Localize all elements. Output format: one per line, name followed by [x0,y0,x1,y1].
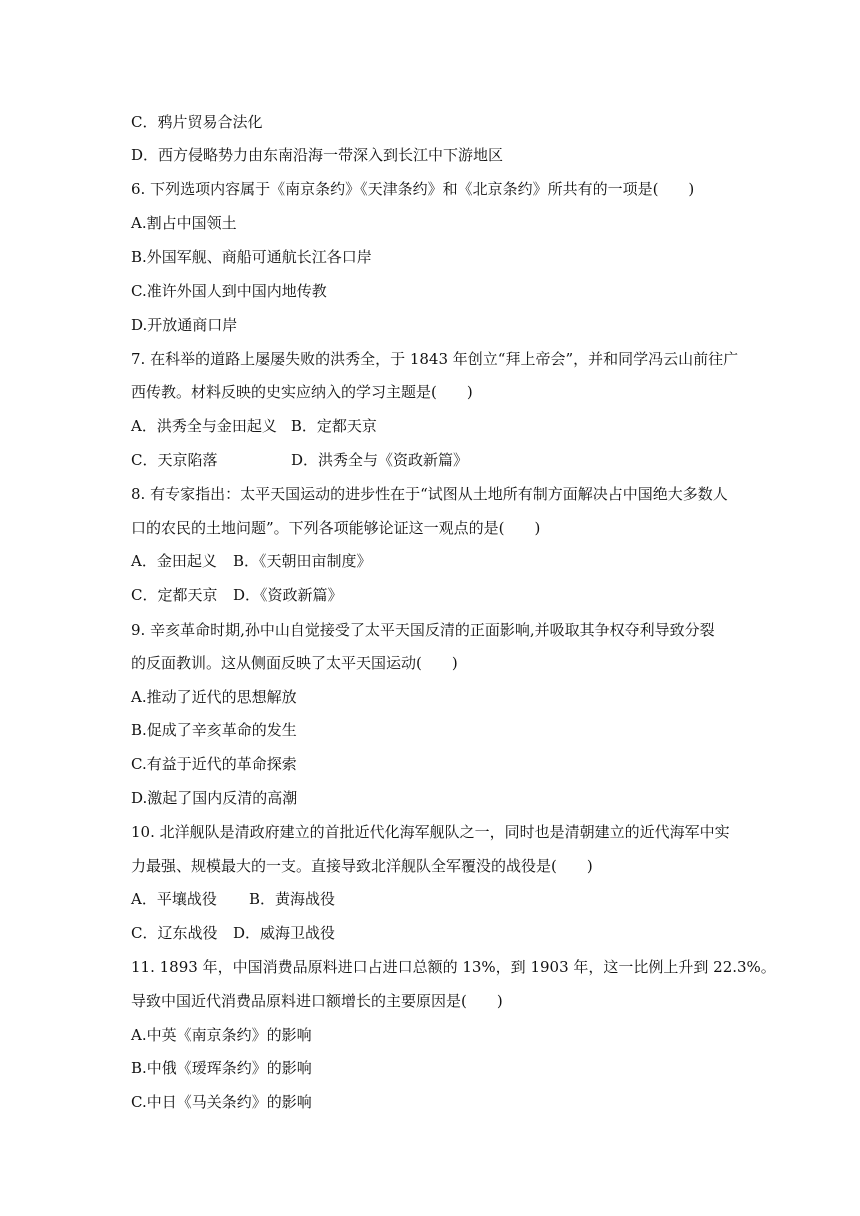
q6-option-d: D.开放通商口岸 [131,316,238,334]
q8-options-row2 [131,585,731,605]
q7-option-a: A．洪秀全与金田起义 [131,417,277,435]
q8-option-c: C．定都天京 [131,586,218,604]
q9-option-a: A.推动了近代的思想解放 [131,688,297,706]
q9-stem-line1: 9. 辛亥革命时期,孙中山自觉接受了太平天国反清的正面影响,并吸取其争权夺利导致分裂 [131,621,715,639]
q8-stem-line1: 8. 有专家指出：太平天国运动的进步性在于“试图从土地所有制方面解决占中国绝大多数人 [131,485,728,503]
q11-stem-line2: 导致中国近代消费品原料进口额增长的主要原因是( ) [131,992,503,1010]
q11-option-b: B.中俄《瑷珲条约》的影响 [131,1059,312,1077]
q9-option-d: D.激起了国内反清的高潮 [131,789,298,807]
q10-option-a: A．平壤战役 [131,890,217,908]
q10-stem-line1: 10. 北洋舰队是清政府建立的首批近代化海军舰队之一，同时也是清朝建立的近代海军中实 [131,823,730,841]
q7-stem-line2: 西传教。材料反映的史实应纳入的学习主题是( ) [131,383,473,401]
q8-option-a: A．金田起义 [131,552,217,570]
q7-stem-line1: 7. 在科举的道路上屡屡失败的洪秀全，于 1843 年创立“拜上帝会”，并和同学冯云山前往广 [131,350,739,368]
q10-options-row1 [131,889,731,909]
q11-option-a: A.中英《南京条约》的影响 [131,1026,312,1044]
q11-stem-line1: 11. 1893 年，中国消费品原料进口占进口总额的 13%，到 1903 年，这一比例上升到 22.3%。 [131,958,776,976]
q9-stem-line2: 的反面教训。这从侧面反映了太平天国运动( ) [131,654,458,672]
q6-option-a: A.割占中国领土 [131,214,237,232]
q8-options-row1 [131,551,731,571]
q10-option-d: D．威海卫战役 [233,924,336,942]
q7-option-b: B．定都天京 [290,417,377,435]
q6-stem: 6. 下列选项内容属于《南京条约》《天津条约》和《北京条约》所共有的一项是( ) [131,180,695,198]
q5-option-c: C．鸦片贸易合法化 [131,113,263,131]
q7-option-c: C．天京陷落 [131,451,218,469]
q10-options-row2 [131,923,731,943]
q8-option-b: B．《天朝田亩制度》 [233,552,372,570]
q8-option-d: D．《资政新篇》 [233,586,343,604]
q5-option-d: D．西方侵略势力由东南沿海一带深入到长江中下游地区 [131,146,504,164]
q9-option-c: C.有益于近代的革命探索 [131,755,297,773]
q10-option-b: B．黄海战役 [249,890,336,908]
q6-option-c: C.准许外国人到中国内地传教 [131,282,327,300]
q8-stem-line2: 口的农民的土地问题”。下列各项能够论证这一观点的是( ) [131,519,541,537]
q7-option-d: D．洪秀全与《资政新篇》 [291,451,469,469]
q10-stem-line2: 力最强、规模最大的一支。直接导致北洋舰队全军覆没的战役是( ) [131,857,593,875]
q9-option-b: B.促成了辛亥革命的发生 [131,721,297,739]
q11-option-c: C.中日《马关条约》的影响 [131,1093,312,1111]
q7-options-row1 [131,416,731,436]
q10-option-c: C．辽东战役 [131,924,218,942]
q6-option-b: B.外国军舰、商船可通航长江各口岸 [131,248,372,266]
q7-options-row2 [131,450,731,470]
